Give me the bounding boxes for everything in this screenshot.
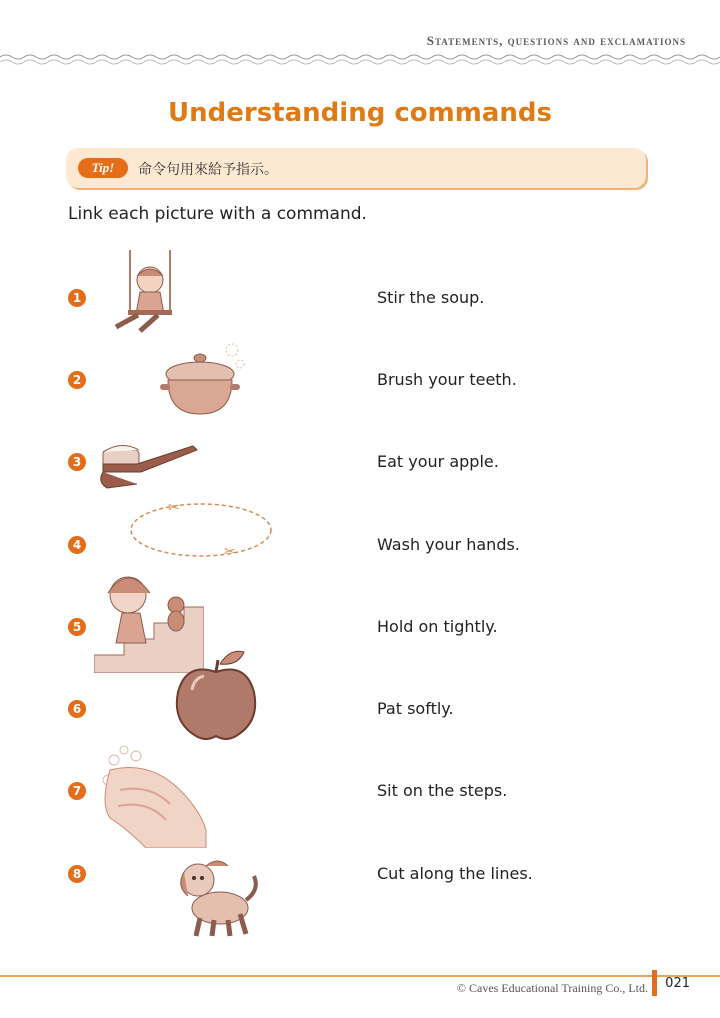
apple-picture xyxy=(172,650,262,740)
item-number-5: 5 xyxy=(68,618,86,636)
tip-badge: Tip! xyxy=(78,158,128,178)
command-7: Sit on the steps. xyxy=(377,781,508,800)
page-number: 021 xyxy=(665,976,690,991)
page-header xyxy=(0,0,720,56)
footer-divider xyxy=(0,975,720,977)
header-wave-divider xyxy=(0,52,720,66)
girl-on-swing-picture xyxy=(100,250,190,345)
item-number-3: 3 xyxy=(68,453,86,471)
item-number-4: 4 xyxy=(68,536,86,554)
instruction: Link each picture with a command. xyxy=(68,204,367,224)
command-3: Eat your apple. xyxy=(377,452,499,471)
dashed-cut-line-picture xyxy=(128,498,274,562)
item-number-7: 7 xyxy=(68,782,86,800)
command-1: Stir the soup. xyxy=(377,288,485,307)
item-number-2: 2 xyxy=(68,371,86,389)
washing-hands-picture xyxy=(100,740,210,848)
chapter-title: Statements, questions and exclamations xyxy=(426,33,686,48)
command-2: Brush your teeth. xyxy=(377,370,517,389)
svg-text:✂: ✂ xyxy=(224,544,236,560)
svg-text:✂: ✂ xyxy=(168,500,180,516)
item-number-8: 8 xyxy=(68,865,86,883)
tip-box xyxy=(66,148,646,188)
command-4: Wash your hands. xyxy=(377,535,520,554)
command-5: Hold on tightly. xyxy=(377,617,498,636)
steaming-pot-picture xyxy=(160,340,250,420)
copyright-text: © Caves Educational Training Co., Ltd. xyxy=(456,981,648,995)
toothbrush-picture xyxy=(100,442,200,492)
item-number-6: 6 xyxy=(68,700,86,718)
command-8: Cut along the lines. xyxy=(377,864,533,883)
page-number-marker xyxy=(652,970,657,996)
item-number-1: 1 xyxy=(68,289,86,307)
command-6: Pat softly. xyxy=(377,699,454,718)
page-title: Understanding commands xyxy=(168,98,552,128)
tip-text: 命令句用來給予指示。 xyxy=(138,162,278,178)
puppy-picture xyxy=(170,850,260,940)
